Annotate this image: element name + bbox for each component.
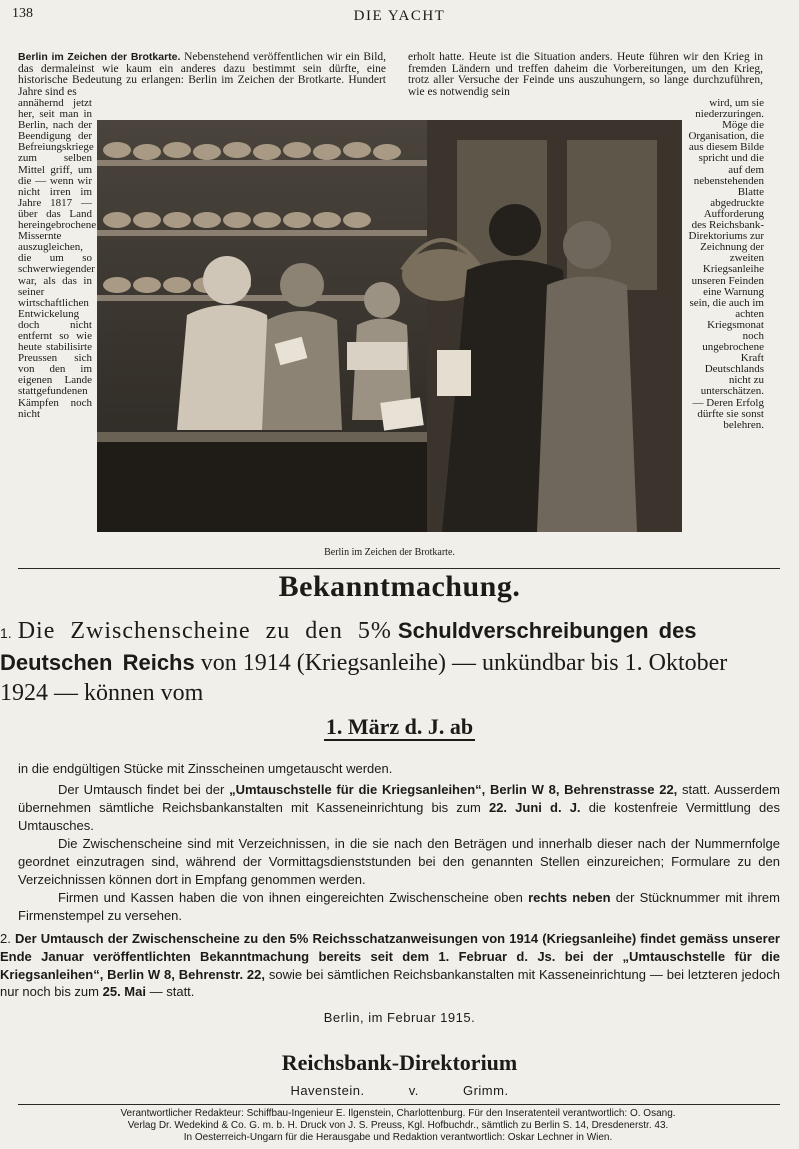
article-intro-text: Nebenstehend veröffentlichen wir ein Bild, das dermaleinst wie kaum ein anderes dazu bestimmt sein dürfte, eine historische Bedeutung zu erlangen: Berlin im Zeichen der Brotkarte. Hundert Jahre sind es	[18, 51, 387, 98]
notice-item-2-mid: sowie bei sämtlichen Reichsbankanstalten mit Kasseneinrichtung — bei letzteren jedoch nur noch bis zum	[0, 966, 780, 1000]
notice-paragraph-1: in die endgültigen Stücke mit Zinsscheinen umgetauscht werden.	[18, 761, 393, 776]
notice-item-2	[0, 930, 780, 1001]
effective-date-text: 1. März d. J. ab	[325, 714, 474, 739]
article-intro-left	[18, 52, 386, 98]
notice-item-2-number: 2.	[0, 931, 11, 946]
photo-caption: Berlin im Zeichen der Brotkarte.	[324, 547, 455, 558]
notice-paragraph-3: Die Zwischenscheine sind mit Verzeichnissen, in die sie nach den Beträgen und innerhalb dieser nach der Nummernfolge geordnet einzutragen sind, während der Vormittagsdienststunden bei den genannten Stellen einzureichen; Formulare zu den Verzeichnissen können dort in Empfang genommen werden.	[18, 836, 780, 887]
signature-names: Havenstein. v. Grimm.	[290, 1083, 509, 1098]
signature-date: Berlin, im Februar 1915.	[323, 1010, 476, 1025]
notice-item-1-lead: Die Zwischenscheine zu den 5%	[17, 618, 392, 644]
notice-item-1-bold: Schuldverschreibungen des Deutschen Reichs	[0, 618, 697, 675]
notice-p2-deadline: 22. Juni d. J.	[488, 799, 581, 815]
notice-p2-mid: statt. Ausserdem übernehmen sämtliche Reichsbankanstalten mit Kasseneinrichtung bis zum	[18, 782, 780, 815]
notice-p4-lead: Firmen und Kassen haben die von ihnen eingereichten Zwischenscheine oben	[58, 890, 523, 905]
bakery-photo-image	[97, 120, 682, 532]
signature-organization: Reichsbank-Direktorium	[281, 1050, 518, 1075]
notice-p2-exchange-office: „Umtauschstelle für die Kriegsanleihen“, Berlin W 8, Behrenstrasse 22,	[229, 782, 678, 797]
article-lead: Berlin im Zeichen der Brotkarte.	[18, 51, 181, 63]
article-wrap-left: annähernd jetzt her, seit man in Berlin, nach der Beendigung der Befreiungskriege zum selben Mittel griff, um die — wenn wir nicht irren im Jahre 1817 — über das Land hereingebrochene Missernte auszugleichen, die um so schwerwiegender war, als das in seiner wirtschaftlichen Entwickelung doch nicht entfernt so wie heute stabilisirte Preussen sich von den im eigenen Lande stattgefundenen Kämpfen noch nicht	[18, 97, 97, 420]
notice-p2-end: die kostenfreie Vermittlung des Umtausches.	[18, 799, 780, 833]
notice-item-1-number: 1.	[0, 625, 12, 641]
notice-item-2-deadline: 25. Mai	[102, 984, 146, 1000]
footer-line-1: Verantwortlicher Redakteur: Schiffbau-Ingenieur E. Ilgenstein, Charlottenburg. Für den Inseratenteil verantwortlich: O. Osang.	[120, 1108, 676, 1119]
notice-paragraph-4	[18, 889, 780, 925]
article-intro-right: erholt hatte. Heute ist die Situation anders. Heute führen wir den Krieg in fremden Ländern und treffen daheim die Vorbereitungen, um den Krieg, trotz aller Versuche der Feinde uns auszuhungern, so lange durchzuführen, wie es notwendig sein	[408, 51, 763, 98]
effective-date-heading	[0, 714, 799, 740]
footer-line-2: Verlag Dr. Wedekind & Co. G. m. b. H. Druck von J. S. Preuss, Kgl. Hofbuchdr., sämtlich zu Berlin S. 14, Dresdenerstr. 43.	[127, 1120, 669, 1131]
footer-line-3: In Oesterreich-Ungarn für die Herausgabe und Redaktion verantwortlich: Oskar Lechner in Wien.	[183, 1132, 613, 1143]
footer-divider	[18, 1104, 780, 1105]
page-number: 138	[12, 6, 33, 21]
notice-item-1-rest: von 1914 (Kriegsanleihe) — unkündbar bis 1. Oktober 1924 — können vom	[0, 650, 728, 706]
notice-item-2-bold: Der Umtausch der Zwischenscheine zu den 5% Reichsschatzanweisungen von 1914 (Kriegsanleihe) findet gemäss unserer Ende Januar veröffentlichten Bekanntmachung bereits seit dem 1. Februar d. Js. bei der „Umtauschstelle für die Kriegsanleihen“, Berlin W 8, Behrenstr. 22,	[0, 931, 780, 982]
section-divider	[18, 568, 780, 569]
notice-p4-bold: rechts neben	[528, 890, 611, 905]
notice-p2-lead: Der Umtausch findet bei der	[58, 782, 225, 797]
notice-item-1	[0, 616, 780, 708]
notice-item-2-end: — statt.	[149, 984, 195, 1000]
article-wrap-right: wird, um sie niederzuringen. Möge die Organisation, die aus diesem Bilde spricht und die auf dem nebenstehenden Blatte abgedruckte Aufforderung des Reichsbank-Direktoriums zur Zeichnung der zweiten Kriegsanleihe unseren Feinden eine Warnung sein, die auch im achten Kriegsmonat noch ungebrochene Kraft Deutschlands nicht zu unterschätzen. — Deren Erfolg dürfte sie sonst belehren.	[688, 97, 764, 431]
notice-p4-end: der Stücknummer mit ihrem Firmenstempel zu versehen.	[18, 890, 780, 923]
running-title: DIE YACHT	[353, 8, 446, 24]
notice-paragraph-2	[18, 781, 780, 834]
bakery-photo	[97, 120, 682, 532]
notice-title: Bekanntmachung.	[278, 570, 521, 603]
